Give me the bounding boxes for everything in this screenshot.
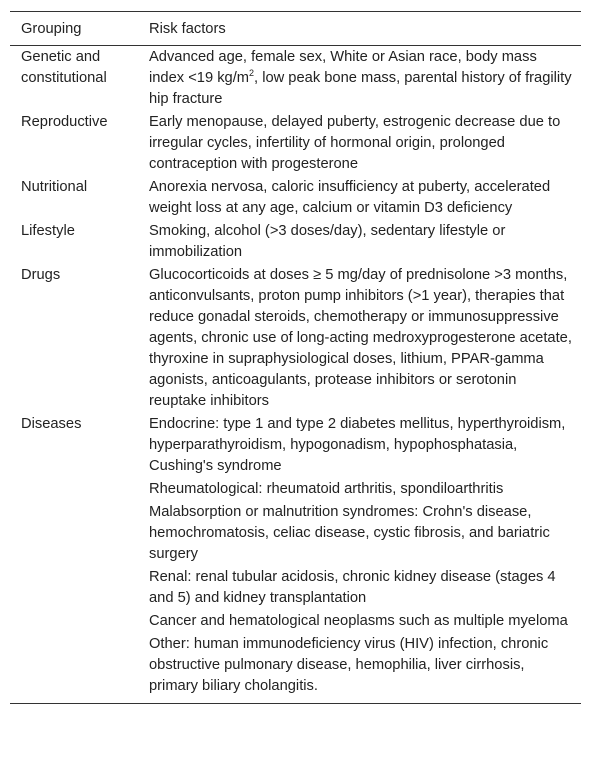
factors-cell — [149, 47, 581, 110]
factors-cell: Early menopause, delayed puberty, estrogenic decrease due to irregular cycles, infertility of hormonal origin, prolonged contraception with progesterone — [149, 114, 561, 172]
factors-text: , low peak bone mass, parental history of fragility hip fracture — [149, 70, 572, 107]
disease-item: Renal: renal tubular acidosis, chronic kidney disease (stages 4 and 5) and kidney transplantation — [149, 569, 556, 606]
group-cell: Lifestyle — [21, 223, 75, 239]
disease-item: Other: human immunodeficiency virus (HIV) infection, chronic obstructive pulmonary disease, hemophilia, liver cirrhosis, primary biliary cholangitis. — [149, 636, 549, 694]
table-row — [10, 220, 581, 264]
factors-cell: Anorexia nervosa, caloric insufficiency at puberty, accelerated weight loss at any age, calcium or vitamin D3 deficiency — [149, 179, 551, 216]
factors-cell — [149, 414, 581, 697]
group-cell: Nutritional — [21, 179, 88, 195]
table-row — [10, 111, 581, 176]
disease-item: Cancer and hematological neoplasms such as multiple myeloma — [149, 613, 568, 629]
factors-text: Advanced age, female sex, White or Asian race, body mass index <19 kg/m — [149, 49, 537, 86]
table-row — [10, 264, 581, 413]
header-grouping: Grouping — [21, 20, 82, 37]
disease-item: Malabsorption or malnutrition syndromes: Crohn's disease, hemochromatosis, celiac disease, cystic fibrosis, and bariatric surgery — [149, 504, 550, 562]
group-cell: Reproductive — [21, 114, 108, 130]
group-cell: Drugs — [21, 267, 61, 283]
disease-item: Endocrine: type 1 and type 2 diabetes mellitus, hyperthyroidism, hyperparathyroidism, hypogonadism, hypophosphatasia, Cushing's syndrome — [149, 416, 566, 474]
risk-factors-table — [10, 11, 581, 704]
disease-item: Rheumatological: rheumatoid arthritis, spondiloarthritis — [149, 481, 504, 497]
group-cell: Diseases — [21, 416, 82, 432]
superscript: 2 — [249, 68, 255, 78]
factors-cell: Glucocorticoids at doses ≥ 5 mg/day of prednisolone >3 months, anticonvulsants, proton pump inhibitors (>1 year), therapies that reduce gonadal steroids, chemotherapy or immunosuppressive agents, chronic use of long-acting medroxyprogesterone acetate, thyroxine in supraphysiological doses, lithium, PPAR-gamma agonists, anticoagulants, protease inhibitors or serotonin reuptake inhibitors — [149, 267, 572, 409]
table-header-row — [10, 12, 581, 46]
group-cell: Genetic and constitutional — [21, 49, 107, 86]
table-row — [10, 413, 581, 703]
table-row — [10, 176, 581, 220]
header-risk-factors: Risk factors — [149, 20, 226, 37]
table-row — [10, 46, 581, 111]
factors-cell: Smoking, alcohol (>3 doses/day), sedentary lifestyle or immobilization — [149, 223, 506, 260]
